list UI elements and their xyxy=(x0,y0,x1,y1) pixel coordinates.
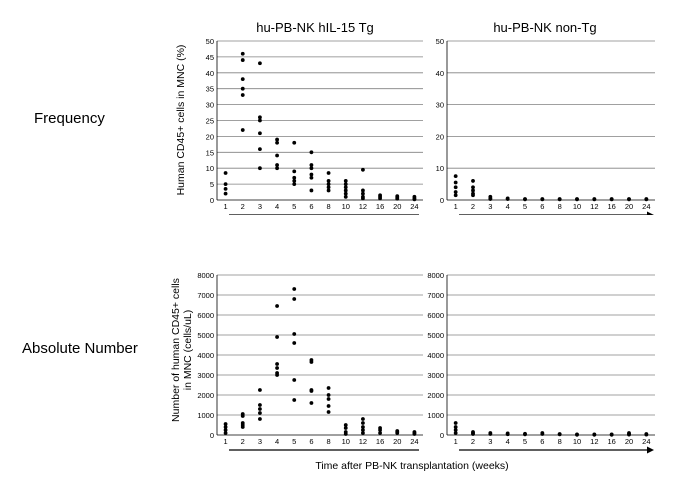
data-point xyxy=(592,433,596,437)
data-point xyxy=(292,287,296,291)
data-point xyxy=(224,192,228,196)
y-tick-label: 10 xyxy=(435,164,444,174)
data-point xyxy=(395,431,399,435)
column-title-tg: hu-PB-NK hIL-15 Tg xyxy=(256,20,374,35)
data-point xyxy=(327,404,331,408)
data-point xyxy=(275,373,279,377)
data-point xyxy=(241,77,245,81)
x-tick-label: 6 xyxy=(309,202,314,211)
data-point xyxy=(241,425,245,429)
x-tick-label: 16 xyxy=(375,437,385,446)
data-point xyxy=(523,197,527,201)
y-tick-label: 5 xyxy=(209,180,214,190)
data-point xyxy=(241,93,245,97)
y-tick-label: 0 xyxy=(439,196,444,205)
y-tick-label: 35 xyxy=(205,84,214,94)
data-point xyxy=(395,197,399,201)
x-tick-label: 3 xyxy=(257,437,263,446)
y-tick-label: 20 xyxy=(205,132,214,142)
data-point xyxy=(292,141,296,145)
y-tick-label: 0 xyxy=(439,431,444,440)
time-arrow-head xyxy=(647,212,654,216)
x-tick-label: 24 xyxy=(410,437,419,446)
x-tick-label: 20 xyxy=(393,437,402,446)
x-tick-label: 16 xyxy=(607,202,616,211)
x-tick-label: 6 xyxy=(540,437,545,446)
data-point xyxy=(292,398,296,402)
y-tick-label: 6000 xyxy=(427,311,444,320)
y-axis-label-absolute-line-2: in MNC (cells/uL) xyxy=(182,309,194,391)
data-point xyxy=(310,166,314,170)
data-point xyxy=(224,431,228,435)
x-tick-label: 24 xyxy=(642,437,651,446)
y-tick-label: 6000 xyxy=(197,311,214,320)
chart-frequency-non-tg xyxy=(425,30,660,215)
data-point xyxy=(224,187,228,191)
x-tick-label: 20 xyxy=(624,202,634,211)
x-tick-label: 16 xyxy=(607,437,616,446)
data-point xyxy=(292,332,296,336)
x-tick-label: 8 xyxy=(557,437,562,446)
data-point xyxy=(378,197,382,201)
data-point xyxy=(310,360,314,364)
y-tick-label: 7000 xyxy=(427,291,444,300)
y-tick-label: 50 xyxy=(205,37,214,46)
data-point xyxy=(292,297,296,301)
x-tick-label: 5 xyxy=(292,202,297,211)
chart-absolute-non-tg xyxy=(425,265,660,455)
data-point xyxy=(506,432,510,436)
data-point xyxy=(275,304,279,308)
data-point xyxy=(292,169,296,173)
x-tick-label: 5 xyxy=(292,437,297,446)
y-tick-label: 45 xyxy=(205,52,214,62)
data-point xyxy=(361,431,365,435)
x-tick-label: 2 xyxy=(470,202,476,211)
x-tick-label: 10 xyxy=(572,437,582,446)
x-tick-label: 1 xyxy=(453,437,458,446)
y-tick-label: 2000 xyxy=(427,391,444,400)
data-point xyxy=(575,197,579,201)
chart-frequency-tg xyxy=(195,30,425,215)
x-tick-label: 3 xyxy=(488,202,493,211)
data-point xyxy=(344,195,348,199)
data-point xyxy=(327,386,331,390)
data-point xyxy=(258,61,262,65)
y-tick-label: 4000 xyxy=(197,351,214,360)
data-point xyxy=(610,197,614,201)
y-tick-label: 3000 xyxy=(197,371,214,380)
data-point xyxy=(292,341,296,345)
y-axis-label-absolute xyxy=(170,265,194,435)
x-tick-label: 20 xyxy=(393,202,402,211)
data-point xyxy=(275,366,279,370)
data-point xyxy=(361,417,365,421)
data-point xyxy=(454,431,458,435)
data-point xyxy=(310,189,314,193)
column-title-non-tg: hu-PB-NK non-Tg xyxy=(493,20,597,35)
y-tick-label: 20 xyxy=(435,132,444,142)
x-tick-label: 3 xyxy=(488,437,493,446)
data-point xyxy=(454,174,458,178)
data-point xyxy=(310,176,314,180)
y-tick-label: 5000 xyxy=(427,331,444,340)
y-tick-label: 40 xyxy=(435,68,444,78)
x-tick-label: 8 xyxy=(557,202,562,211)
x-tick-label: 3 xyxy=(257,202,263,211)
data-point xyxy=(610,433,614,437)
y-tick-label: 0 xyxy=(209,431,214,440)
y-tick-label: 30 xyxy=(205,100,214,110)
time-arrow-head xyxy=(647,447,654,454)
x-tick-label: 2 xyxy=(240,202,245,211)
y-tick-label: 25 xyxy=(205,116,214,126)
data-point xyxy=(292,378,296,382)
data-point xyxy=(627,433,631,437)
x-tick-label: 12 xyxy=(358,437,368,446)
data-point xyxy=(327,189,331,193)
data-point xyxy=(258,147,262,151)
data-point xyxy=(258,407,262,411)
data-point xyxy=(344,432,348,436)
row-label-frequency: Frequency xyxy=(34,110,105,127)
x-tick-label: 12 xyxy=(590,202,599,211)
x-tick-label: 2 xyxy=(470,437,476,446)
y-tick-label: 40 xyxy=(205,68,214,78)
data-point xyxy=(540,197,544,201)
y-axis-label-absolute-line-1: Number of human CD45+ cells xyxy=(170,278,182,422)
x-tick-label: 4 xyxy=(505,437,510,446)
data-point xyxy=(344,426,348,430)
x-tick-label: 10 xyxy=(341,437,350,446)
data-point xyxy=(327,393,331,397)
x-axis-label: Time after PB-NK transplantation (weeks) xyxy=(315,460,509,472)
x-tick-label: 2 xyxy=(240,437,245,446)
y-tick-label: 10 xyxy=(205,164,214,174)
data-point xyxy=(471,432,475,436)
y-tick-label: 1000 xyxy=(427,411,444,420)
chart-absolute-tg xyxy=(195,265,425,455)
x-tick-label: 5 xyxy=(522,202,528,211)
data-point xyxy=(258,388,262,392)
data-point xyxy=(488,197,492,201)
data-point xyxy=(275,166,279,170)
data-point xyxy=(413,197,417,201)
x-tick-label: 24 xyxy=(642,202,651,211)
x-tick-label: 4 xyxy=(274,202,280,211)
x-tick-label: 6 xyxy=(309,437,314,446)
data-point xyxy=(275,362,279,366)
x-tick-label: 5 xyxy=(522,437,528,446)
y-tick-label: 7000 xyxy=(197,291,214,300)
y-tick-label: 8000 xyxy=(427,271,444,280)
data-point xyxy=(292,182,296,186)
data-point xyxy=(523,433,527,437)
data-point xyxy=(644,197,648,201)
x-tick-label: 12 xyxy=(590,437,599,446)
data-point xyxy=(627,197,631,201)
data-point xyxy=(506,197,510,201)
data-point xyxy=(224,182,228,186)
y-tick-label: 4000 xyxy=(427,351,444,360)
data-point xyxy=(258,166,262,170)
x-tick-label: 20 xyxy=(624,437,634,446)
data-point xyxy=(310,150,314,154)
y-tick-label: 1000 xyxy=(197,411,214,420)
x-tick-label: 16 xyxy=(375,202,385,211)
data-point xyxy=(361,421,365,425)
x-tick-label: 4 xyxy=(505,202,510,211)
x-tick-label: 6 xyxy=(540,202,545,211)
data-point xyxy=(258,411,262,415)
x-tick-label: 1 xyxy=(453,202,458,211)
data-point xyxy=(310,401,314,405)
data-point xyxy=(471,179,475,183)
data-point xyxy=(241,87,245,91)
data-point xyxy=(488,432,492,436)
y-tick-label: 2000 xyxy=(197,391,214,400)
x-tick-label: 10 xyxy=(572,202,582,211)
data-point xyxy=(644,433,648,437)
data-point xyxy=(592,197,596,201)
y-tick-label: 3000 xyxy=(427,371,444,380)
data-point xyxy=(241,52,245,56)
data-point xyxy=(224,171,228,175)
data-point xyxy=(241,128,245,132)
data-point xyxy=(454,181,458,185)
data-point xyxy=(275,335,279,339)
data-point xyxy=(327,410,331,414)
y-tick-label: 5000 xyxy=(197,331,214,340)
data-point xyxy=(558,433,562,437)
x-tick-label: 12 xyxy=(358,202,368,211)
data-point xyxy=(558,197,562,201)
x-tick-label: 1 xyxy=(223,202,228,211)
data-point xyxy=(378,431,382,435)
data-point xyxy=(454,185,458,189)
x-tick-label: 8 xyxy=(326,437,331,446)
y-tick-label: 8000 xyxy=(197,271,214,280)
y-axis-label-frequency: Human CD45+ cells in MNC (%) xyxy=(175,44,187,196)
y-tick-label: 50 xyxy=(435,37,444,46)
y-tick-label: 30 xyxy=(435,100,444,110)
data-point xyxy=(361,197,365,201)
data-point xyxy=(413,432,417,436)
y-tick-label: 0 xyxy=(209,196,214,205)
data-point xyxy=(361,168,365,172)
data-point xyxy=(241,414,245,418)
data-point xyxy=(258,417,262,421)
data-point xyxy=(575,433,579,437)
row-label-absolute: Absolute Number xyxy=(22,340,138,357)
data-point xyxy=(310,389,314,393)
y-tick-label: 15 xyxy=(205,148,214,158)
x-tick-label: 8 xyxy=(326,202,331,211)
data-point xyxy=(327,397,331,401)
data-point xyxy=(258,131,262,135)
x-tick-label: 10 xyxy=(341,202,350,211)
data-point xyxy=(258,403,262,407)
data-point xyxy=(471,193,475,197)
x-tick-label: 4 xyxy=(274,437,280,446)
data-point xyxy=(275,141,279,145)
x-tick-label: 1 xyxy=(223,437,228,446)
data-point xyxy=(258,119,262,123)
data-point xyxy=(454,421,458,425)
data-point xyxy=(540,432,544,436)
x-tick-label: 24 xyxy=(410,202,419,211)
data-point xyxy=(275,154,279,158)
data-point xyxy=(241,58,245,62)
data-point xyxy=(454,193,458,197)
data-point xyxy=(327,171,331,175)
